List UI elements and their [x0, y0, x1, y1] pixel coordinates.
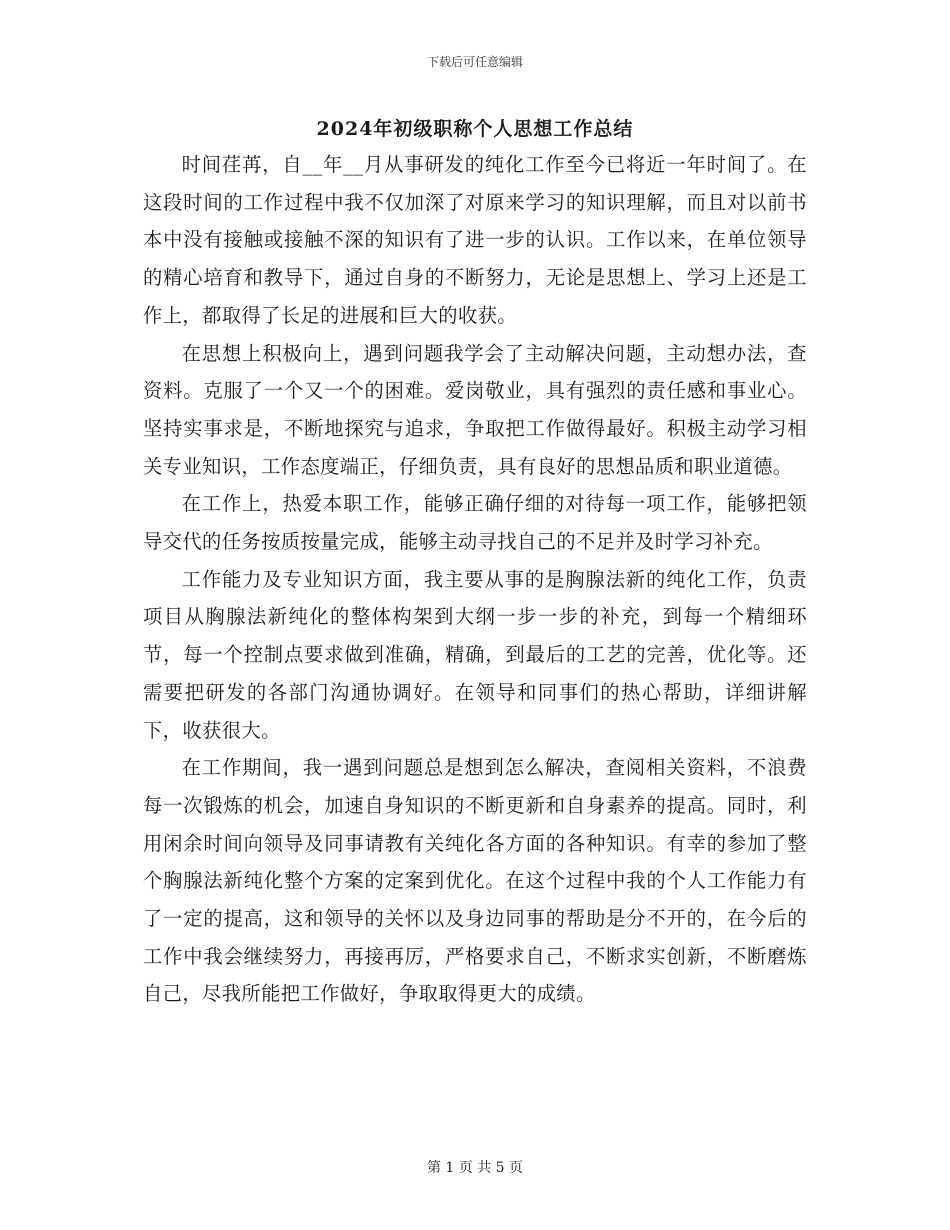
paragraph: 在工作期间，我一遇到问题总是想到怎么解决，查阅相关资料，不浪费每一次锻炼的机会，加速自身知识的不断更新和自身素养的提高。同时，利用闲余时间向领导及同事请教有关纯化各方面的各种知识。有幸的参加了整个胸腺法新纯化整个方案的定案到优化。在这个过程中我的个人工作能力有了一定的提高，这和领导的关怀以及身边同事的帮助是分不开的，在今后的工作中我会继续努力，再接再厉，严格要求自己，不断求实创新，不断磨炼自己，尽我所能把工作做好，争取取得更大的成绩。	[143, 756, 807, 1006]
paragraph: 时间荏苒，自__年__月从事研发的纯化工作至今已将近一年时间了。在这段时间的工作过程中我不仅加深了对原来学习的知识理解，而且对以前书本中没有接触或接触不深的知识有了进一步的认识。工作以来，在单位领导的精心培育和教导下，通过自身的不断努力，无论是思想上、学习上还是工作上，都取得了长足的进展和巨大的收获。	[143, 153, 807, 327]
page-number-footer: 第 1 页 共 5 页	[426, 1160, 524, 1176]
page-header-note: 下载后可任意编辑	[426, 55, 523, 69]
document-body	[143, 146, 807, 1013]
paragraph: 在思想上积极向上，遇到问题我学会了主动解决问题，主动想办法，查资料。克服了一个又一个的困难。爱岗敬业，具有强烈的责任感和事业心。坚持实事求是，不断地探究与追求，争取把工作做得最好。积极主动学习相关专业知识，工作态度端正，仔细负责，具有良好的思想品质和职业道德。	[143, 341, 807, 478]
paragraph: 在工作上，热爱本职工作，能够正确仔细的对待每一项工作，能够把领导交代的任务按质按量完成，能够主动寻找自己的不足并及时学习补充。	[143, 492, 807, 554]
document-title: 2024年初级职称个人思想工作总结	[316, 118, 634, 140]
paragraph: 工作能力及专业知识方面，我主要从事的是胸腺法新的纯化工作，负责项目从胸腺法新纯化的整体构架到大纲一步一步的补充，到每一个精细环节，每一个控制点要求做到准确，精确，到最后的工艺的完善，优化等。还需要把研发的各部门沟通协调好。在领导和同事们的热心帮助，详细讲解下，收获很大。	[143, 567, 807, 742]
